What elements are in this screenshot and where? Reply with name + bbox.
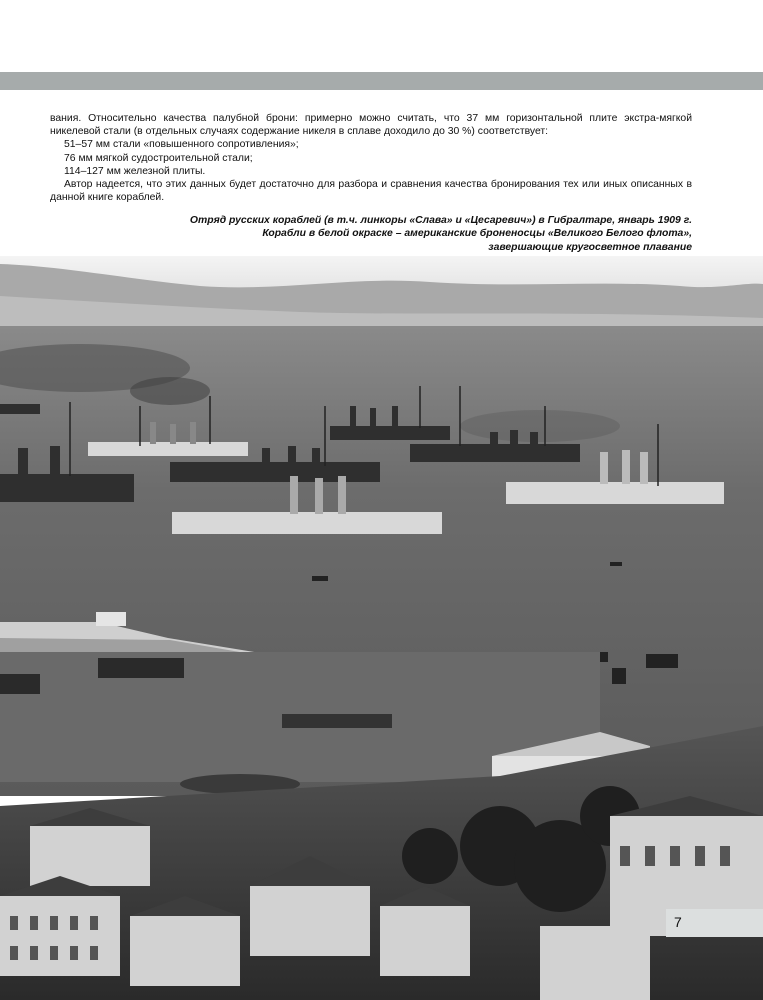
paragraph-author-note: Автор надеется, что этих данных будет достаточно для разбора и сравнения качества бронирования тех или иных описанных в данной книге кораблей.	[50, 179, 692, 204]
caption-line: завершающие кругосветное плавание	[488, 241, 692, 253]
list-item: 51–57 мм стали «повышенного сопротивления»;	[64, 139, 299, 151]
header-band	[0, 72, 763, 90]
page-number-box	[666, 909, 763, 937]
caption-line: Корабли в белой окраске – американские броненосцы «Великого Белого флота»,	[262, 228, 692, 240]
page-number: 7	[674, 914, 682, 930]
caption-line: Отряд русских кораблей (в т.ч. линкоры «Слава» и «Цесаревич») в Гибралтаре, январь 1909 г.	[189, 215, 692, 226]
photo-caption	[92, 214, 692, 254]
body-text	[50, 112, 692, 204]
harbor-photo	[0, 256, 763, 1000]
paragraph-deck-armor: вания. Относительно качества палубной брони: примерно можно считать, что 37 мм горизонтальной плите экстра-мягкой никелевой стали (в отдельных случаях содержание никеля в сплаве доходило до 30 %) соответствует:	[50, 113, 692, 138]
list-item: 76 мм мягкой судостроительной стали;	[64, 152, 253, 164]
list-item: 114–127 мм железной плиты.	[64, 165, 206, 177]
